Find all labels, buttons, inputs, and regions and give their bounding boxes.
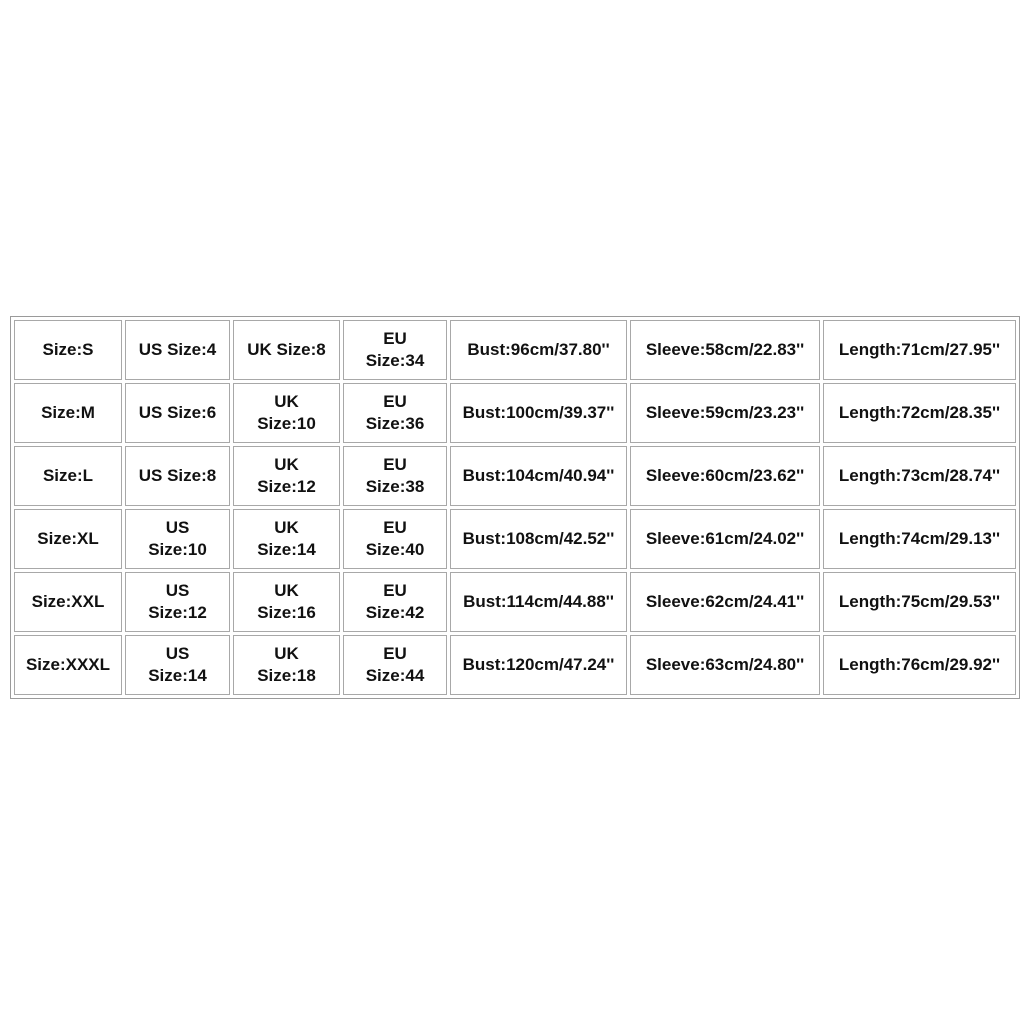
- table-row: [14, 320, 1016, 380]
- bust-cell: Bust:100cm/39.37'': [450, 383, 627, 443]
- bust-cell: Bust:104cm/40.94'': [450, 446, 627, 506]
- size-chart-table: [10, 316, 1020, 699]
- length-cell: Length:71cm/27.95'': [823, 320, 1016, 380]
- bust-cell: Bust:114cm/44.88'': [450, 572, 627, 632]
- uk-size-cell: UK Size:16: [233, 572, 340, 632]
- us-size-cell: US Size:4: [125, 320, 230, 380]
- size-chart-body: [14, 320, 1016, 695]
- sleeve-cell: Sleeve:60cm/23.62'': [630, 446, 820, 506]
- uk-size-cell: UK Size:8: [233, 320, 340, 380]
- table-row: [14, 572, 1016, 632]
- sleeve-cell: Sleeve:58cm/22.83'': [630, 320, 820, 380]
- size-cell: Size:M: [14, 383, 122, 443]
- bust-cell: Bust:96cm/37.80'': [450, 320, 627, 380]
- bust-cell: Bust:120cm/47.24'': [450, 635, 627, 695]
- us-size-cell: US Size:12: [125, 572, 230, 632]
- us-size-cell: US Size:14: [125, 635, 230, 695]
- us-size-cell: US Size:6: [125, 383, 230, 443]
- size-cell: Size:XXL: [14, 572, 122, 632]
- uk-size-cell: UK Size:12: [233, 446, 340, 506]
- uk-size-cell: UK Size:10: [233, 383, 340, 443]
- table-row: [14, 509, 1016, 569]
- uk-size-cell: UK Size:18: [233, 635, 340, 695]
- table-row: [14, 383, 1016, 443]
- bust-cell: Bust:108cm/42.52'': [450, 509, 627, 569]
- us-size-cell: US Size:10: [125, 509, 230, 569]
- sleeve-cell: Sleeve:61cm/24.02'': [630, 509, 820, 569]
- length-cell: Length:73cm/28.74'': [823, 446, 1016, 506]
- sleeve-cell: Sleeve:62cm/24.41'': [630, 572, 820, 632]
- length-cell: Length:76cm/29.92'': [823, 635, 1016, 695]
- eu-size-cell: EU Size:44: [343, 635, 447, 695]
- size-cell: Size:S: [14, 320, 122, 380]
- table-row: [14, 635, 1016, 695]
- eu-size-cell: EU Size:40: [343, 509, 447, 569]
- length-cell: Length:72cm/28.35'': [823, 383, 1016, 443]
- eu-size-cell: EU Size:34: [343, 320, 447, 380]
- size-cell: Size:XL: [14, 509, 122, 569]
- length-cell: Length:74cm/29.13'': [823, 509, 1016, 569]
- eu-size-cell: EU Size:42: [343, 572, 447, 632]
- table-row: [14, 446, 1016, 506]
- uk-size-cell: UK Size:14: [233, 509, 340, 569]
- size-cell: Size:XXXL: [14, 635, 122, 695]
- size-cell: Size:L: [14, 446, 122, 506]
- eu-size-cell: EU Size:36: [343, 383, 447, 443]
- sleeve-cell: Sleeve:63cm/24.80'': [630, 635, 820, 695]
- length-cell: Length:75cm/29.53'': [823, 572, 1016, 632]
- eu-size-cell: EU Size:38: [343, 446, 447, 506]
- us-size-cell: US Size:8: [125, 446, 230, 506]
- sleeve-cell: Sleeve:59cm/23.23'': [630, 383, 820, 443]
